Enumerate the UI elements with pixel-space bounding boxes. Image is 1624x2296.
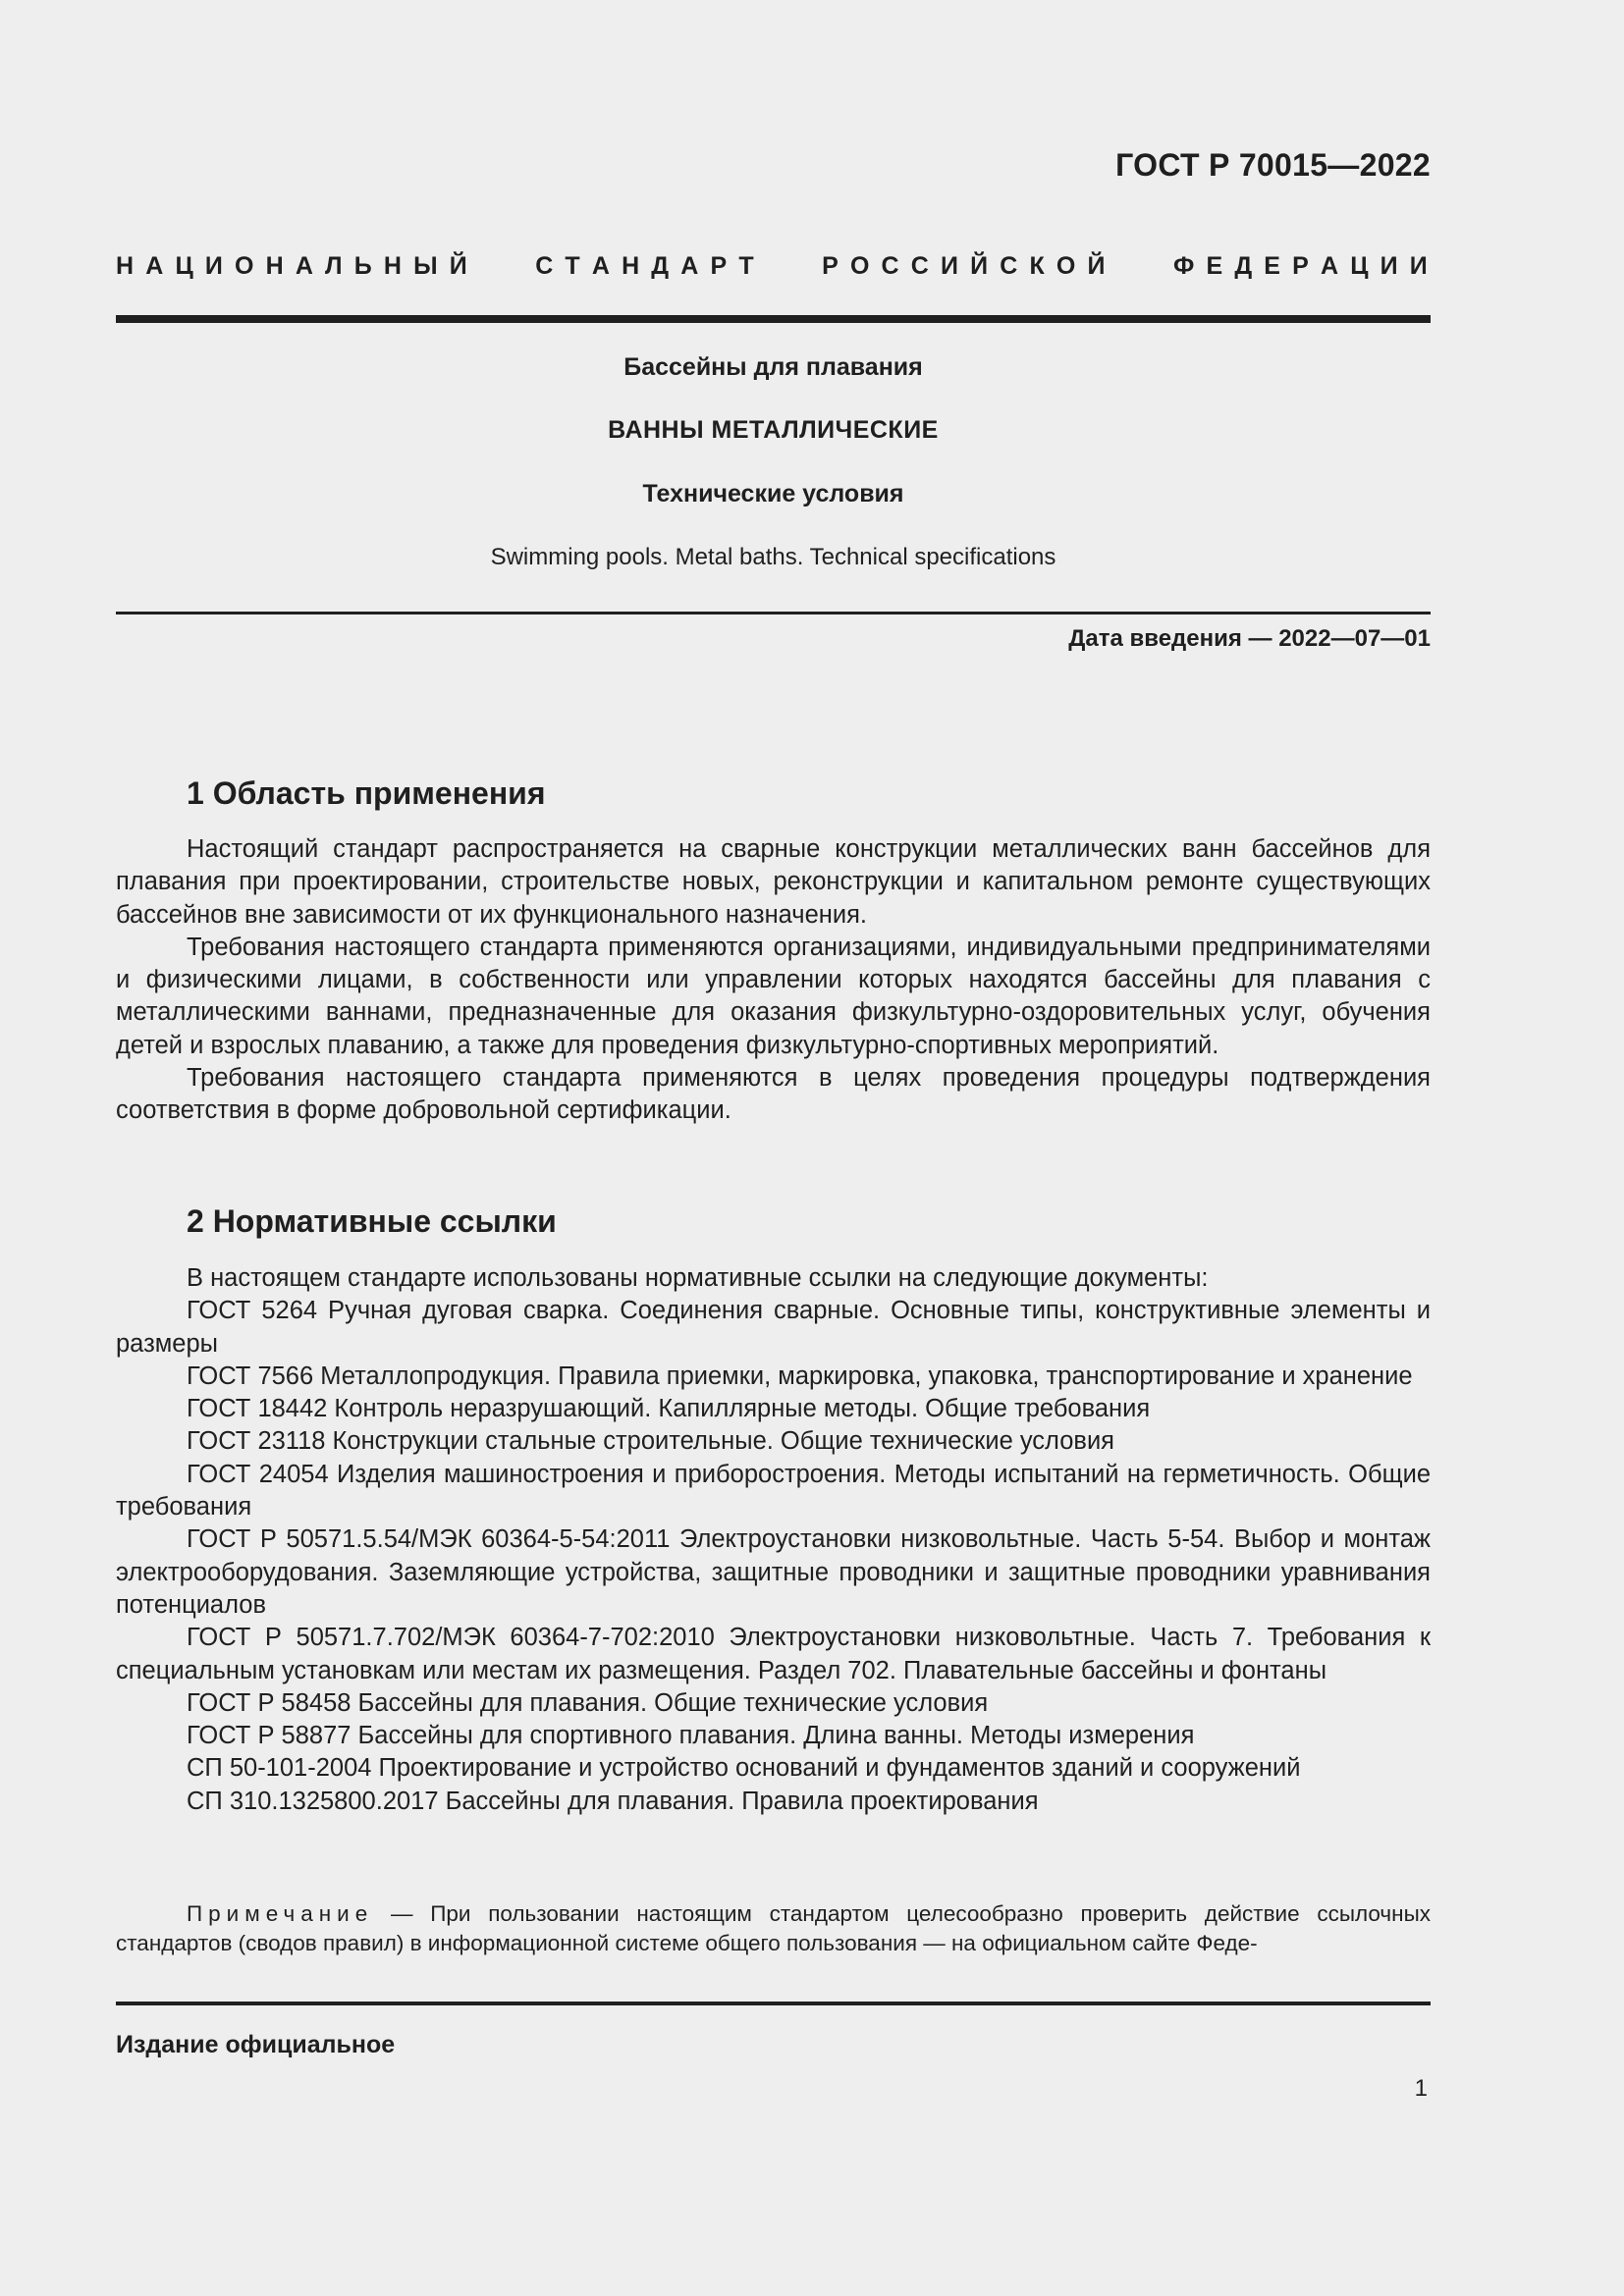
note-text: — При пользовании настоящим стандартом целесообразно проверить действие ссылочных стандартов (сводов правил) в информационной системе общего пользования — на официальном сайте Феде- (116, 1901, 1431, 1955)
note (116, 1899, 1431, 1960)
introduction-date: Дата введения — 2022—07—01 (1068, 625, 1431, 652)
title-line-1: Бассейны для плавания (623, 353, 923, 381)
title-divider (116, 612, 1431, 614)
reference-item: СП 50-101-2004 Проектирование и устройство оснований и фундаментов зданий и сооружений (187, 1754, 1301, 1783)
reference-item: ГОСТ Р 58877 Бассейны для спортивного плавания. Длина ванны. Методы измерения (187, 1722, 1195, 1750)
reference-item: ГОСТ 7566 Металлопродукция. Правила приемки, маркировка, упаковка, транспортирование и хранение (187, 1362, 1413, 1390)
section-2-body (116, 1262, 1431, 1818)
section-1-heading: 1 Область применения (187, 775, 546, 811)
section-2-heading: 2 Нормативные ссылки (187, 1203, 557, 1239)
title-line-2: ВАННЫ МЕТАЛЛИЧЕСКИЕ (608, 416, 939, 444)
reference-item: ГОСТ Р 50571.7.702/МЭК 60364-7-702:2010 Электроустановки низковольтные. Часть 7. Требования к специальным установкам или местам их размещения. Раздел 702. Плавательные бассейны и фонтаны (116, 1624, 1431, 1684)
document-number: ГОСТ Р 70015—2022 (1115, 147, 1431, 183)
reference-item: ГОСТ 18442 Контроль неразрушающий. Капиллярные методы. Общие требования (187, 1395, 1151, 1423)
header-divider (116, 315, 1431, 323)
banner-text: Н А Ц И О Н А Л Ь Н Ы Й С Т А Н Д А Р Т Р О С С И Й С К О Й Ф Е Д Е Р А Ц И И (116, 252, 1431, 280)
national-standard-banner (116, 249, 1431, 283)
section-1-body (116, 833, 1431, 1128)
paragraph: В настоящем стандарте использованы нормативные ссылки на следующие документы: (187, 1264, 1209, 1292)
reference-item: ГОСТ 24054 Изделия машиностроения и приборостроения. Методы испытаний на герметичность. Общие требования (116, 1460, 1431, 1522)
reference-item: СП 310.1325800.2017 Бассейны для плавания. Правила проектирования (187, 1787, 1039, 1815)
english-title: Swimming pools. Metal baths. Technical specifications (490, 544, 1056, 570)
footer-divider (116, 2002, 1431, 2005)
reference-item: ГОСТ 23118 Конструкции стальные строительные. Общие технические условия (187, 1427, 1114, 1456)
paragraph: Требования настоящего стандарта применяются организациями, индивидуальными предпринимателями и физическими лицами, в собственности или управлении которых находятся бассейны для плавания с металлическими ваннами, предназначенные для оказания физкультурно-оздоровительных услуг, обучения детей и взрослых плаванию, а также для проведения физкультурно-спортивных мероприятий. (116, 933, 1431, 1059)
title-line-3: Технические условия (642, 480, 904, 507)
reference-item: ГОСТ Р 50571.5.54/МЭК 60364-5-54:2011 Электроустановки низковольтные. Часть 5-54. Выбор и монтаж электрооборудования. Заземляющие устройства, защитные проводники и защитные проводники уравнивания потенциалов (116, 1525, 1431, 1619)
reference-item: ГОСТ 5264 Ручная дуговая сварка. Соединения сварные. Основные типы, конструктивные элементы и размеры (116, 1297, 1431, 1358)
page-number: 1 (1414, 2075, 1428, 2102)
reference-item: ГОСТ Р 58458 Бассейны для плавания. Общие технические условия (187, 1688, 989, 1717)
paragraph: Требования настоящего стандарта применяются в целях проведения процедуры подтверждения соответствия в форме добровольной сертификации. (116, 1064, 1431, 1125)
paragraph: Настоящий стандарт распространяется на сварные конструкции металлических ванн бассейнов для плавания при проектировании, строительстве новых, реконструкции и капитальном ремонте существующих бассейнов вне зависимости от их функционального назначения. (116, 835, 1431, 929)
official-edition-label: Издание официальное (116, 2031, 396, 2058)
note-label: Примечание (187, 1901, 374, 1926)
